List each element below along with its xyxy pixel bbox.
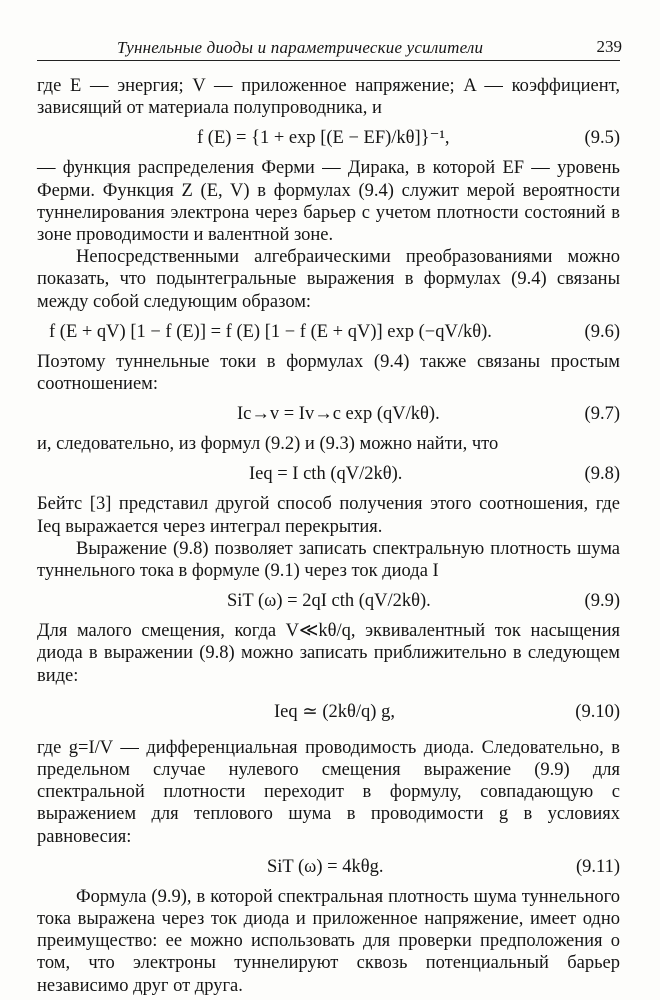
paragraph-8: Для малого смещения, когда V≪kθ/q, эквивалентный ток насыщения диода в выражении (9.8) можно записать приближительно в следующем виде: — [37, 621, 620, 686]
equation-9-7-formula: Ic→v = Iv→c exp (qV/kθ). — [237, 404, 440, 425]
paragraph-5: и, следовательно, из формул (9.2) и (9.3) можно найти, что — [37, 434, 499, 455]
equation-9-6 — [37, 313, 620, 351]
equation-9-10-formula: Ieq ≃ (2kθ/q) g, — [274, 701, 395, 722]
equation-9-9-formula: SiT (ω) = 2qI cth (qV/2kθ). — [227, 591, 431, 612]
equation-9-5-formula: f (E) = {1 + exp [(E − EF)/kθ]}⁻¹, — [197, 128, 450, 149]
paragraph-9: где g=I/V — дифференциальная проводимость диода. Следовательно, в предельном случае нулевого смещения выражение (9.9) для спектральной плотности переходит в формулу, совпадающую с выражением для теплового шума в проводимости g в условиях равновесия: — [37, 737, 620, 847]
paragraph-1: где E — энергия; V — приложенное напряжение; A — коэффициент, зависящий от материала полупроводника, и — [37, 76, 620, 119]
equation-9-11-formula: SiT (ω) = 4kθg. — [267, 856, 384, 877]
paragraph-4: Поэтому туннельные токи в формулах (9.4) также связаны простым соотношением: — [37, 351, 620, 395]
page-number: 239 — [596, 37, 622, 56]
equation-9-7-number: (9.7) — [584, 404, 620, 425]
equation-9-5-number: (9.5) — [584, 128, 620, 149]
equation-9-7 — [37, 395, 620, 433]
equation-9-11 — [37, 848, 620, 886]
running-header — [37, 30, 620, 61]
equation-9-11-number: (9.11) — [575, 856, 620, 877]
paragraph-3: Непосредственными алгебраическими преобразованиями можно показать, что подынтегральные выражения в формулах (9.4) связаны между собой следующим образом: — [37, 247, 620, 312]
equation-9-6-number: (9.6) — [584, 321, 620, 342]
equation-9-10 — [37, 687, 620, 737]
equation-9-8-formula: Ieq = I cth (qV/2kθ). — [249, 464, 403, 485]
equation-9-9 — [37, 582, 620, 620]
equation-9-9-number: (9.9) — [584, 591, 620, 612]
equation-9-5 — [37, 119, 620, 157]
paragraph-7: Выражение (9.8) позволяет записать спектральную плотность шума туннельного тока в формуле (9.1) через ток диода I — [37, 538, 620, 582]
equation-9-10-number: (9.10) — [575, 701, 620, 722]
running-title: Туннельные диоды и параметрические усилители — [117, 38, 484, 57]
equation-9-6-formula: f (E + qV) [1 − f (E)] = f (E) [1 − f (E + qV)] exp (−qV/kθ). — [49, 321, 492, 342]
paragraph-6: Бейтс [3] представил другой способ получения этого соотношения, где Ieq выражается через интеграл перекрытия. — [37, 494, 620, 537]
equation-9-8 — [37, 455, 620, 493]
body-text — [37, 75, 620, 997]
paragraph-10: Формула (9.9), в которой спектральная плотность шума туннельного тока выражена через ток диода и приложенное напряжение, имеет одно преимущество: ее можно использовать для проверки предположения о том, что электроны туннелируют сквозь потенциальный барьер независимо друг от друга. — [37, 886, 620, 996]
paragraph-2: — функция распределения Ферми — Дирака, в которой EF — уровень Ферми. Функция Z (E, V) в формулах (9.4) служит мерой вероятности туннелирования электрона через барьер с учетом плотности состояний в зоне проводимости и валентной зоне. — [37, 158, 620, 246]
equation-9-8-number: (9.8) — [584, 464, 620, 485]
